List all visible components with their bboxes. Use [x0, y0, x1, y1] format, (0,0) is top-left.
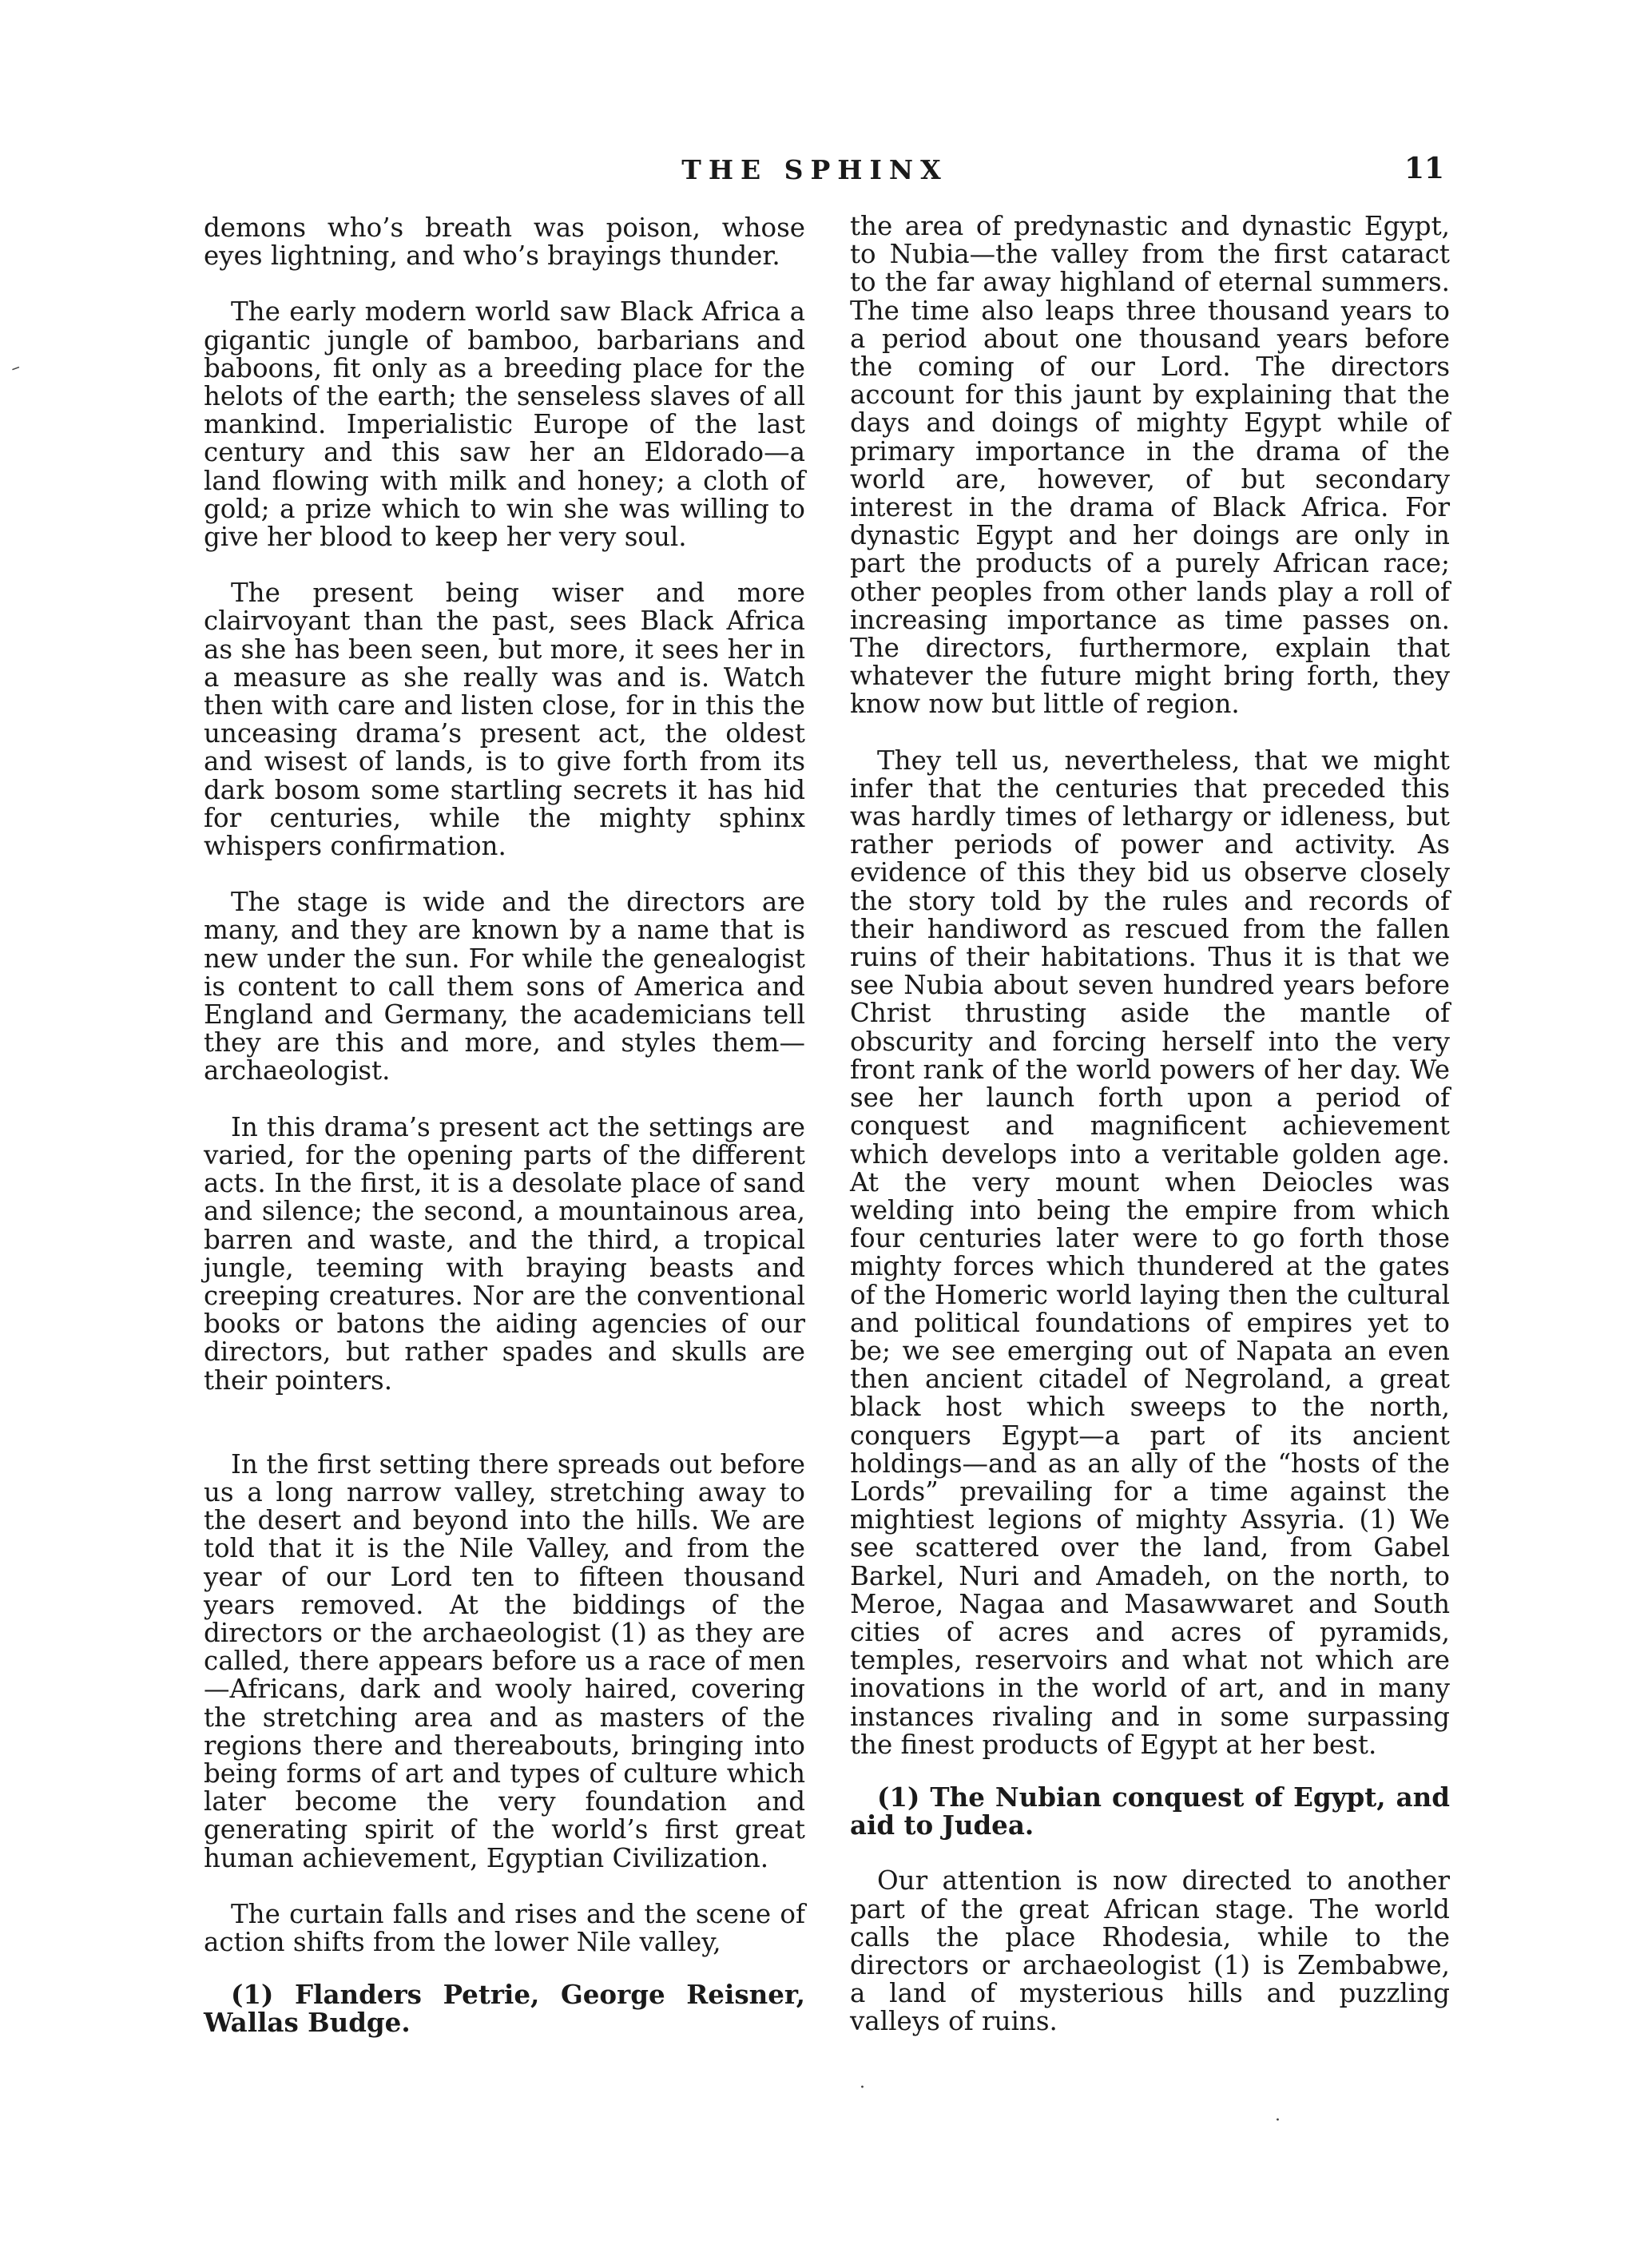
right-column [850, 213, 1450, 2036]
left-paragraph-1: demons who’s breath was poison, whose eyes lightning, and who’s brayings thunder. [204, 213, 805, 272]
left-paragraph-3: The present being wiser and more clairvoyant than the past, sees Black Africa as she has been seen, but more, it sees her in a measure as she really was and is. Watch then with care and listen close, for in this the unceasing drama’s present act, the oldest and wisest of lands, is to give forth from its dark bosom some startling secrets it has hid for centuries, while the mighty sphinx whispers confirmation. [204, 578, 805, 862]
right-paragraph-1: the area of predynastic and dynastic Egypt, to Nubia—the valley from the first cataract to the far away highland of eternal summers. The time also leaps three thousand years to a period about one thousand years before the coming of our Lord. The directors account for this jaunt by explaining that the days and doings of mighty Egypt while of primary importance in the drama of the world are, however, of but secondary interest in the drama of Black Africa. For dynastic Egypt and her doings are only in part the products of a purely African race; other peoples from other lands play a roll of increasing importance as time passes on. The directors, furthermore, explain that whatever the future might bring forth, they know now but little of region. [850, 211, 1450, 720]
left-paragraph-6: In the first setting there spreads out before us a long narrow valley, stretching away to the desert and beyond into the hills. We are told that it is the Nile Valley, and from the year of our Lord ten to fifteen thousand years removed. At the biddings of the directors or the archaeologist (1) as they are called, there appears before us a race of men—Africans, dark and wooly haired, covering the stretching area and as masters of the regions there and thereabouts, bringing into being forms of art and types of culture which later become the very foundation and generating spirit of the world’s first great human achievement, Egyptian Civilization. [204, 1448, 805, 1873]
left-column [204, 214, 805, 2037]
margin-mark: – [8, 356, 23, 379]
right-footnote: (1) The Nubian conquest of Egypt, and aid to Judea. [850, 1781, 1450, 1841]
left-footnote: (1) Flanders Petrie, George Reisner, Wallas Budge. [204, 1979, 805, 2039]
right-paragraph-2: They tell us, nevertheless, that we might infer that the centuries that preceded this was hardly times of lethargy or idleness, but rather periods of power and activity. As evidence of this they bid us observe closely the story told by the rules and records of their handiword as rescued from the fallen ruins of their habitations. Thus it is that we see Nubia about seven hundred years before Christ thrusting aside the mantle of obscurity and forcing herself into the very front rank of the world powers of her day. We see her launch forth upon a period of conquest and magnificent achievement which develops into a veritable golden age. At the very mount when Deiocles was welding into being the empire from which four centuries later were to go forth those mighty forces which thundered at the gates of the Homeric world laying then the cultural and political foundations of empires yet to be; we see emerging out of Napata an even then ancient citadel of Negroland, a great black host which sweeps to the north, conquers Egypt—a part of its ancient holdings—and as an ally of the “hosts of the Lords” prevailing for a time against the mightiest legions of mighty Assyria. (1) We see scattered over the land, from Gabel Barkel, Nuri and Amadeh, on the north, to Meroe, Nagaa and Masawwaret and South cities of acres and acres of pyramids, temples, reservoirs and what not which are inovations in the world of art, and in many instances rivaling and in some surpassing the finest products of Egypt at her best. [850, 745, 1450, 1760]
running-title: THE SPHINX [681, 154, 948, 185]
stray-mark: · [1275, 2111, 1281, 2131]
right-paragraph-3: Our attention is now directed to another part of the great African stage. The world calls the place Rhodesia, while to the directors or archaeologist (1) is Zembabwe, a land of mysterious hills and puzzling valleys of ruins. [850, 1865, 1450, 2037]
left-paragraph-4: The stage is wide and the directors are many, and they are known by a name that is new under the sun. For while the genealogist is content to call them sons of America and England and Germany, the academicians tell they are this and more, and styles them—archaeologist. [204, 887, 805, 1086]
left-paragraph-5: In this drama’s present act the settings are varied, for the opening parts of the different acts. In the first, it is a desolate place of sand and silence; the second, a mountainous area, barren and waste, and the third, a tropical jungle, teeming with braying beasts and creeping creatures. Nor are the conventional books or batons the aiding agencies of our directors, but rather spades and skulls are their pointers. [204, 1111, 805, 1396]
left-paragraph-2: The early modern world saw Black Africa a gigantic jungle of bamboo, barbarians and baboons, fit only as a breeding place for the helots of the earth; the senseless slaves of all mankind. Imperialistic Europe of the last century and this saw her an Eldorado—a land flowing with milk and honey; a cloth of gold; a prize which to win she was willing to give her blood to keep her very soul. [204, 296, 805, 553]
page-number: 11 [1404, 152, 1445, 185]
stray-mark: · [860, 2078, 865, 2098]
left-paragraph-7: The curtain falls and rises and the scene of action shifts from the lower Nile valley, [204, 1898, 805, 1957]
